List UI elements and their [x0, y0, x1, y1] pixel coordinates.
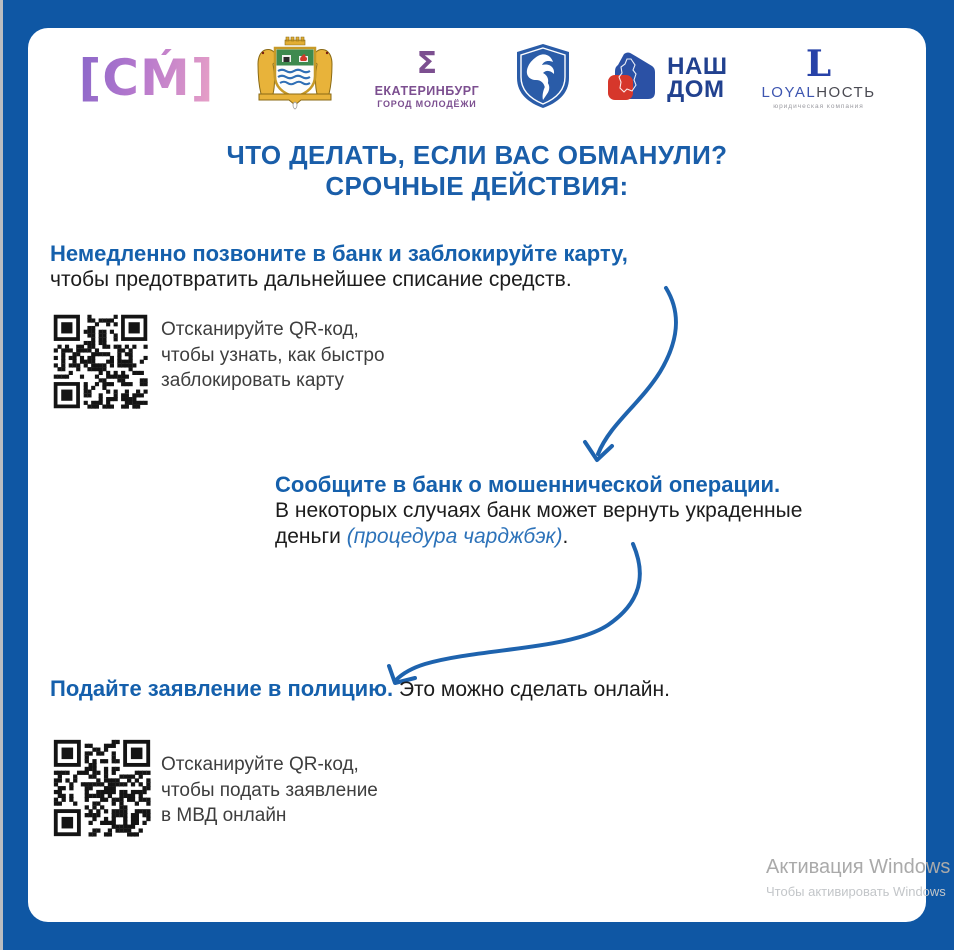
ekaterinburg-city-of-youth-logo [374, 45, 480, 109]
curved-arrow-down-icon [580, 284, 692, 481]
windows-activation-watermark [766, 856, 950, 899]
step-2-chargeback-note: (процедура чарджбэк) [346, 525, 563, 548]
step-3-text: Это можно сделать онлайн. [393, 678, 670, 701]
qr-2-caption [161, 752, 378, 829]
window-edge [0, 0, 3, 950]
nash-dom-house-icon [607, 51, 657, 106]
title-line1: ЧТО ДЕЛАТЬ, ЕСЛИ ВАС ОБМАНУЛИ? [226, 140, 728, 170]
watermark-line2: Чтобы активировать Windows [766, 884, 946, 899]
ekb-logo-line1: ЕКАТЕРИНБУРГ [374, 83, 480, 98]
loyal-word-part1: LOYAL [761, 84, 817, 101]
qr-code-police-report [50, 736, 154, 840]
loyal-caption: юридическая компания [773, 103, 864, 110]
qr-1-caption-line3: заблокировать карту [161, 370, 345, 391]
qr-code-block-card [50, 311, 151, 412]
loyal-wordmark [761, 84, 875, 101]
step-1-text: чтобы предотвратить дальнейшее списание средств. [50, 268, 572, 291]
yekaterinburg-coat-of-arms-icon [249, 36, 341, 121]
ekb-logo-line2: ГОРОД МОЛОДЁЖИ [377, 98, 477, 109]
logos-row [28, 36, 926, 120]
page-title [28, 140, 926, 202]
step-1-block [50, 241, 628, 293]
step-2-line3-pre: деньги [275, 525, 347, 548]
ekb-sigma-mark-icon: Σ [416, 45, 438, 81]
watermark-line1: Активация Windows [766, 856, 951, 878]
police-shield-emblem-icon [513, 42, 573, 115]
loyalnost-logo [761, 43, 876, 110]
poster-card [28, 28, 926, 922]
loyal-l-mark-icon: L [805, 43, 832, 85]
step-1-heading: Немедленно позвоните в банк и заблокируйте карту, [50, 241, 628, 266]
step-3-block [50, 676, 670, 703]
nash-dom-logo [607, 51, 727, 106]
step-2-text-line2: В некоторых случаях банк может вернуть украденные [275, 499, 803, 522]
step-2-line3-post: . [562, 525, 569, 548]
step-3-heading: Подайте заявление в полицию. [50, 676, 394, 701]
qr-1-caption-line2: чтобы узнать, как быстро [161, 344, 385, 366]
qr-1-caption [161, 317, 385, 394]
qr-2-caption-line3: в МВД онлайн [161, 805, 287, 826]
step-2-block [275, 472, 802, 550]
qr-2-caption-line1: Отсканируйте QR-код, [161, 754, 359, 775]
nash-dom-line2: ДОМ [667, 76, 725, 103]
loyal-word-part2: НОСТЬ [816, 84, 876, 101]
step-2-heading: Сообщите в банк о мошеннической операции. [275, 472, 781, 497]
curved-arrow-down-left-icon [380, 540, 655, 695]
nash-dom-line1: НАШ [667, 53, 728, 80]
sm-logo: [СМ́] [78, 49, 215, 107]
qr-1-caption-line1: Отсканируйте QR-код, [161, 319, 359, 340]
qr-2-caption-line2: чтобы подать заявление [161, 779, 378, 801]
title-line2: СРОЧНЫЕ ДЕЙСТВИЯ: [325, 171, 629, 201]
